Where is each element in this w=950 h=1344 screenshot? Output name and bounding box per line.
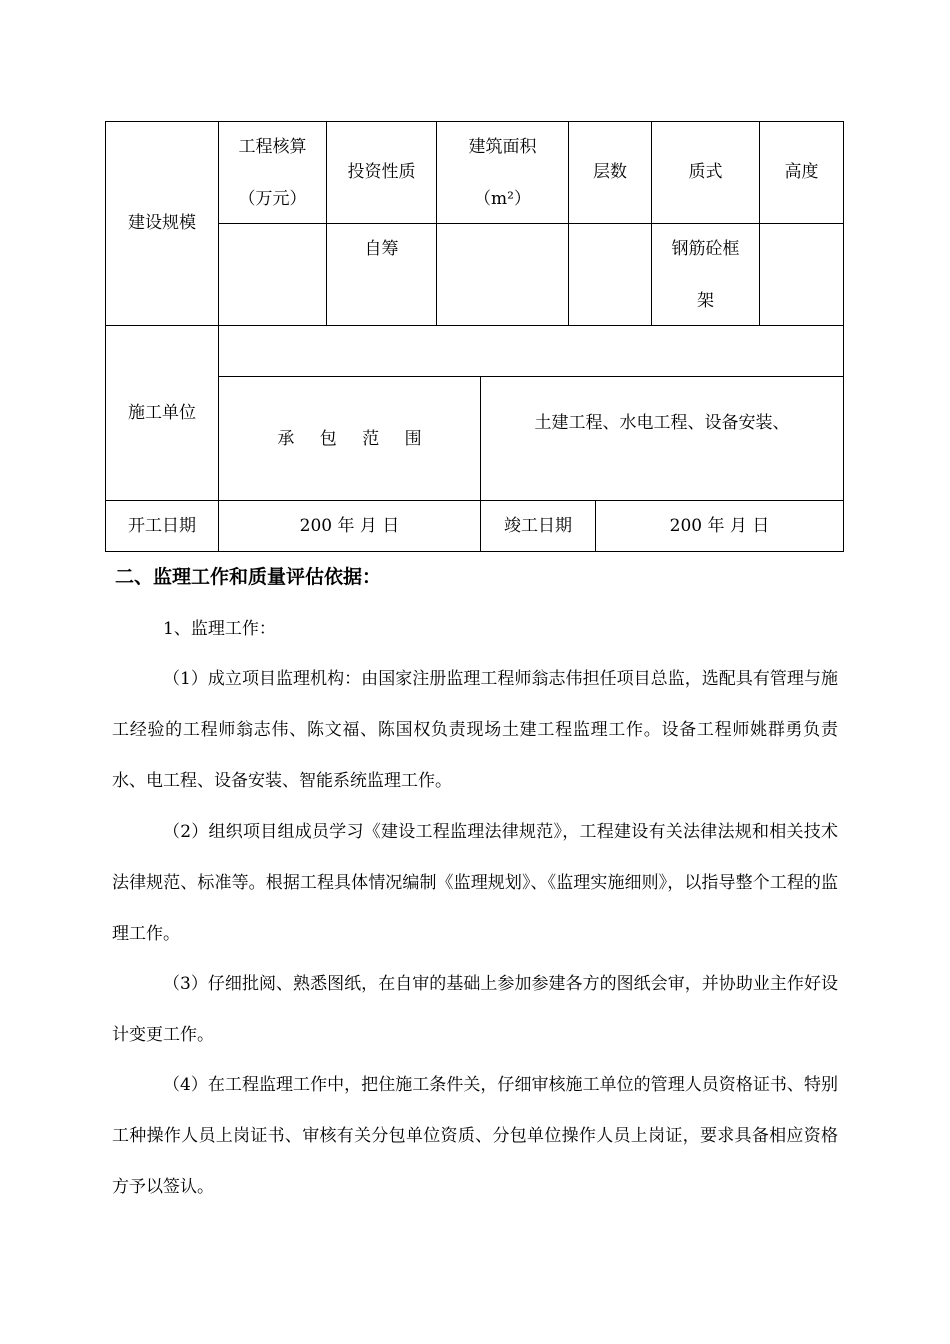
paragraph: （3）仔细批阅、熟悉图纸，在自审的基础上参加参建各方的图纸会审，并协助业主作好设计变更工作。: [112, 974, 838, 1045]
table-line: [105, 500, 844, 501]
label-contractor: 施工单位: [128, 403, 196, 423]
table-line: [218, 376, 844, 377]
subsection-heading: 1、监理工作：: [163, 619, 276, 639]
table-border-right: [843, 121, 844, 552]
table-border-bottom: [105, 551, 844, 552]
value-structure: [652, 223, 759, 327]
header-cost-line2: （万元）: [238, 189, 307, 209]
paragraph: （1）成立项目监理机构：由国家注册监理工程师翁志伟担任项目总监，选配具有管理与施工经验的工程师翁志伟、陈文福、陈国权负责现场土建工程监理工作。设备工程师姚群勇负责水、电工程、设备安装、智能系统监理工作。: [112, 669, 838, 791]
table-line: [759, 121, 760, 326]
table-line: [326, 121, 327, 326]
header-height: 高度: [784, 162, 819, 182]
header-area: [437, 121, 568, 225]
value-structure-line1: 钢筋砼框: [671, 239, 740, 259]
value-investment: 自筹: [364, 239, 399, 259]
table-line: [568, 121, 569, 326]
value-scope: 土建工程、水电工程、设备安装、: [534, 413, 790, 433]
header-structure: 质式: [688, 162, 723, 182]
header-cost-line1: 工程核算: [238, 137, 307, 157]
value-start-date: 200 年 月 日: [299, 516, 400, 536]
label-end-date: 竣工日期: [504, 516, 572, 536]
paragraph: （2）组织项目组成员学习《建设工程监理法律规范》，工程建设有关法律法规和相关技术法律规范、标准等。根据工程具体情况编制《监理规划》、《监理实施细则》，以指导整个工程的监理工作。: [112, 822, 838, 944]
table-border-left: [105, 121, 106, 552]
header-floors: 层数: [593, 162, 627, 182]
label-scope: 承 包 范 围: [277, 429, 432, 449]
header-cost: [219, 121, 326, 225]
header-area-line1: 建筑面积: [468, 137, 537, 157]
section-heading: 二、监理工作和质量评估依据：: [115, 566, 382, 588]
header-investment: 投资性质: [347, 162, 416, 182]
paragraph: （4）在工程监理工作中，把住施工条件关，仔细审核施工单位的管理人员资格证书、特别工种操作人员上岗证书、审核有关分包单位资质、分包单位操作人员上岗证，要求具备相应资格方予以签认。: [112, 1075, 838, 1197]
value-structure-line2: 架: [697, 291, 714, 311]
label-build-scale: 建设规模: [128, 213, 196, 233]
value-end-date: 200 年 月 日: [669, 516, 770, 536]
header-area-line2: （m²）: [474, 189, 531, 209]
label-start-date: 开工日期: [128, 516, 196, 536]
